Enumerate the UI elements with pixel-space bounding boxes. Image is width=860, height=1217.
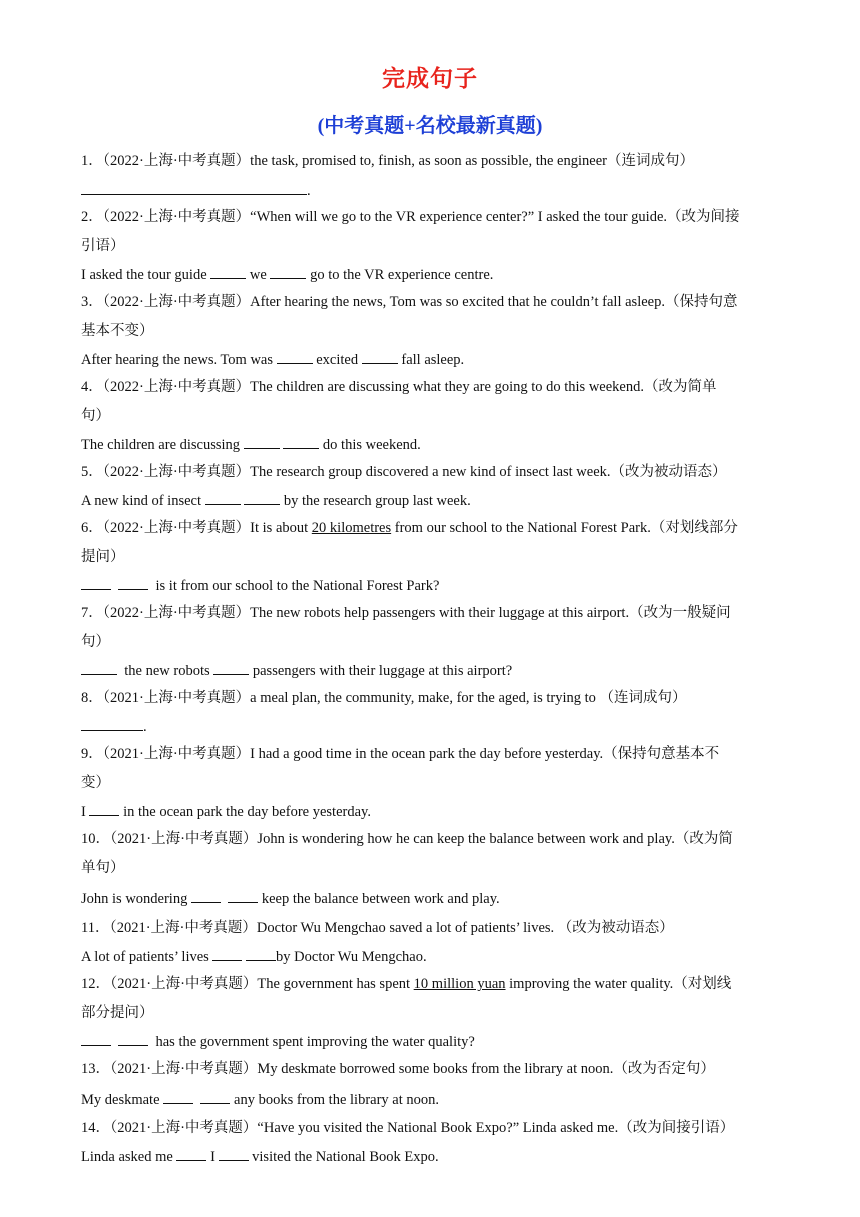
blank[interactable] — [210, 264, 246, 279]
question-12: 12．（2021·上海·中考真题）The government has spent 10 million yuan improving the water quality.（对划线 — [81, 976, 732, 992]
blank[interactable] — [81, 660, 117, 675]
answer-line-7: the new robots passengers with their luggage at this airport? — [81, 660, 781, 681]
question-6-cont: 提问） — [81, 549, 125, 565]
answer-line-5: A new kind of insect by the research group last week. — [81, 490, 781, 511]
blank[interactable] — [176, 1146, 206, 1161]
question-5: 5．（2022·上海·中考真题）The research group discovered a new kind of insect last week.（改为被动语态） — [81, 464, 727, 480]
answer-line-9: I in the ocean park the day before yesterday. — [81, 801, 781, 822]
question-14: 14．（2021·上海·中考真题）“Have you visited the National Book Expo?” Linda asked me.（改为间接引语） — [81, 1120, 735, 1136]
blank[interactable] — [81, 575, 111, 590]
question-2-cont: 引语） — [81, 238, 125, 254]
blank[interactable] — [244, 434, 280, 449]
answer-line-11: A lot of patients’ lives by Doctor Wu Mengchao. — [81, 946, 781, 967]
question-2: 2．（2022·上海·中考真题）“When will we go to the VR experience center?” I asked the tour guide.（改为间接 — [81, 209, 740, 225]
blank[interactable] — [205, 490, 241, 505]
question-12-cont: 部分提问） — [81, 1005, 154, 1021]
blank[interactable] — [163, 1089, 193, 1104]
question-3: 3．（2022·上海·中考真题）After hearing the news, Tom was so excited that he couldn’t fall asleep.（保持句意 — [81, 294, 738, 310]
question-8: 8．（2021·上海·中考真题）a meal plan, the community, make, for the aged, is trying to （连词成句） — [81, 690, 687, 706]
blank[interactable] — [81, 1031, 111, 1046]
page-subtitle: (中考真题+名校最新真题) — [317, 115, 543, 137]
answer-line-13: My deskmate any books from the library at noon. — [81, 1089, 781, 1110]
question-13: 13．（2021·上海·中考真题）My deskmate borrowed some books from the library at noon.（改为否定句） — [81, 1061, 715, 1077]
blank[interactable] — [81, 180, 307, 195]
blank[interactable] — [212, 946, 242, 961]
answer-line-4: The children are discussing do this weekend. — [81, 434, 781, 455]
blank[interactable] — [118, 1031, 148, 1046]
question-6: 6．（2022·上海·中考真题）It is about 20 kilometres from our school to the National Forest Park.（对划线部分 — [81, 520, 738, 536]
blank[interactable] — [277, 349, 313, 364]
blank[interactable] — [283, 434, 319, 449]
answer-line-2: I asked the tour guide we go to the VR experience centre. — [81, 264, 781, 285]
question-3-cont: 基本不变） — [81, 323, 154, 339]
blank[interactable] — [191, 888, 221, 903]
question-9: 9．（2021·上海·中考真题）I had a good time in the ocean park the day before yesterday.（保持句意基本不 — [81, 746, 720, 762]
answer-line-3: After hearing the news. Tom was excited fall asleep. — [81, 349, 781, 370]
question-1: 1．（2022·上海·中考真题）the task, promised to, finish, as soon as possible, the engineer（连词成句） — [81, 153, 694, 169]
question-9-cont: 变） — [81, 775, 110, 791]
underlined-phrase: 10 million yuan — [413, 976, 506, 992]
blank[interactable] — [362, 349, 398, 364]
question-11: 11．（2021·上海·中考真题）Doctor Wu Mengchao saved a lot of patients’ lives. （改为被动语态） — [81, 920, 674, 936]
blank[interactable] — [200, 1089, 230, 1104]
blank[interactable] — [213, 660, 249, 675]
answer-line-8: . — [81, 716, 781, 737]
answer-line-14: Linda asked me I visited the National Book Expo. — [81, 1146, 781, 1167]
question-10: 10．（2021·上海·中考真题）John is wondering how he can keep the balance between work and play.（改为简 — [81, 831, 733, 847]
blank[interactable] — [228, 888, 258, 903]
blank[interactable] — [89, 801, 119, 816]
blank[interactable] — [270, 264, 306, 279]
question-10-cont: 单句） — [81, 860, 125, 876]
blank[interactable] — [118, 575, 148, 590]
question-7: 7．（2022·上海·中考真题）The new robots help passengers with their luggage at this airport.（改为一般疑问 — [81, 605, 731, 621]
blank[interactable] — [219, 1146, 249, 1161]
answer-line-12: has the government spent improving the water quality? — [81, 1031, 781, 1052]
question-7-cont: 句） — [81, 634, 110, 650]
question-4: 4．（2022·上海·中考真题）The children are discussing what they are going to do this weekend.（改为简单 — [81, 379, 717, 395]
answer-line-6: is it from our school to the National Forest Park? — [81, 575, 781, 596]
page-title: 完成句子 — [382, 66, 478, 92]
blank[interactable] — [81, 716, 143, 731]
question-4-cont: 句） — [81, 408, 110, 424]
blank[interactable] — [244, 490, 280, 505]
blank[interactable] — [246, 946, 276, 961]
answer-line-1: . — [81, 180, 781, 201]
underlined-phrase: 20 kilometres — [311, 520, 392, 536]
answer-line-10: John is wondering keep the balance between work and play. — [81, 888, 781, 909]
